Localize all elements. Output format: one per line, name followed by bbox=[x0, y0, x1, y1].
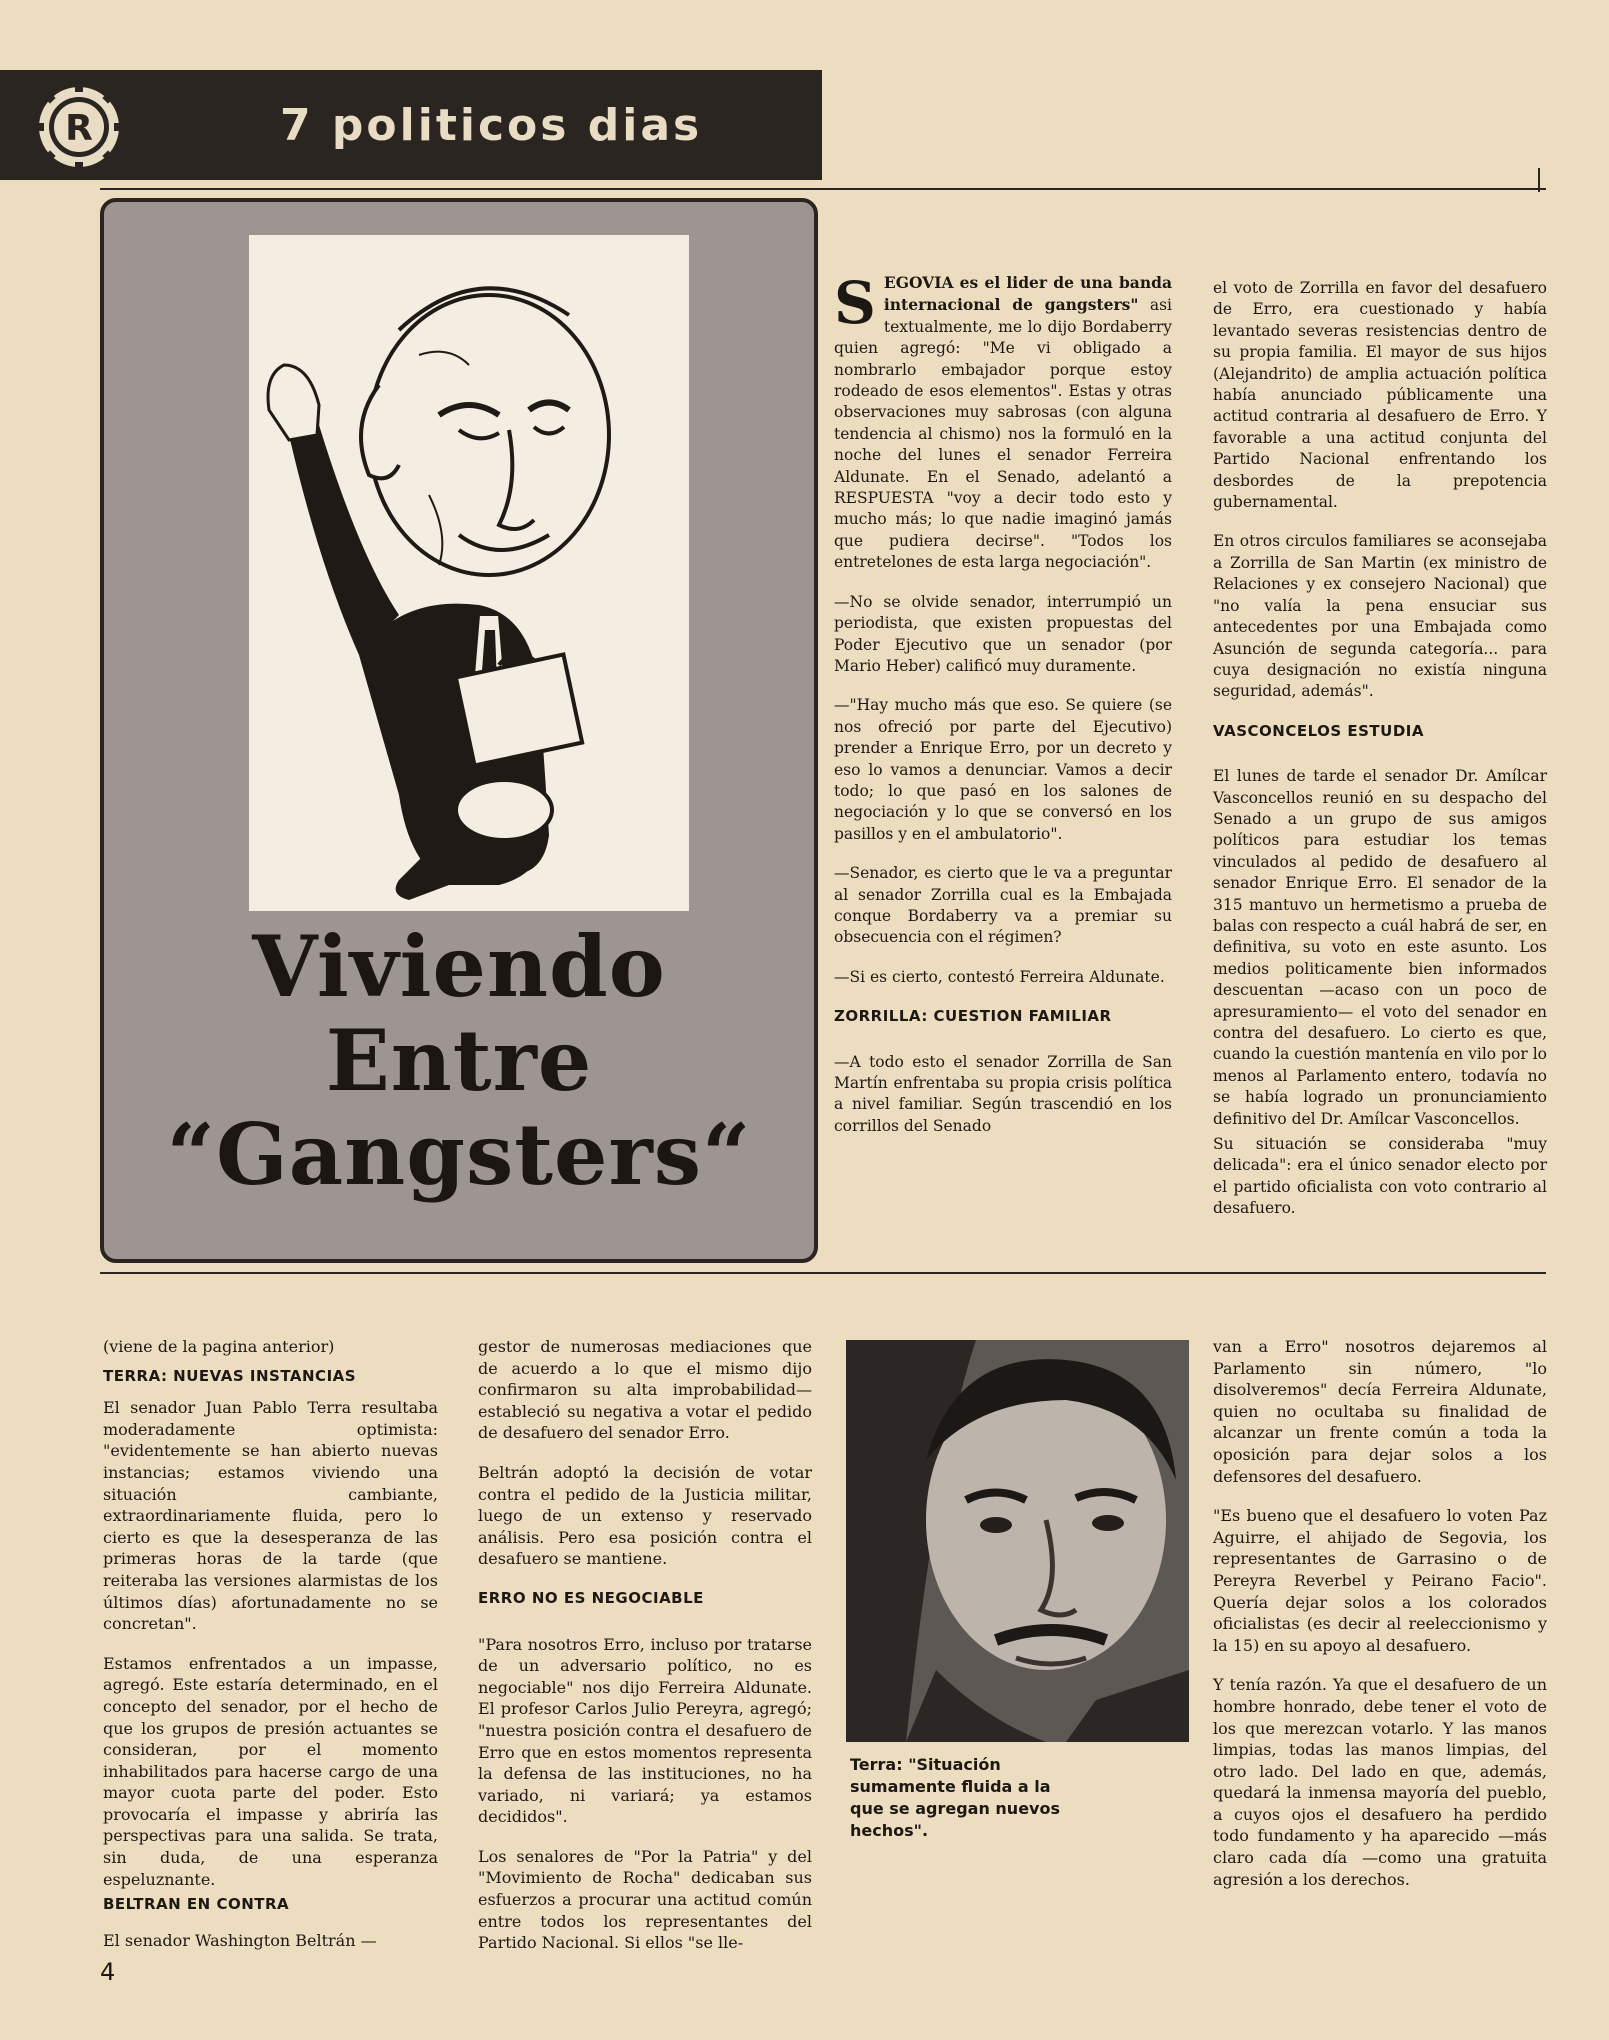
caricature-drawing bbox=[249, 235, 689, 911]
subheading: TERRA: NUEVAS INSTANCIAS bbox=[103, 1366, 357, 1385]
article-column-top-1 bbox=[834, 269, 1172, 1155]
paragraph: —A todo esto el senador Zorrilla de San Martín enfrentaba su propia crisis política a nivel familiar. Según trascendió en los corrillos del Senado bbox=[834, 1052, 1172, 1135]
top-rule bbox=[100, 188, 1546, 190]
subheading: ERRO NO ES NEGOCIABLE bbox=[478, 1588, 704, 1607]
paragraph: "Para nosotros Erro, incluso por tratarse de un adversario político, no es negociable" nos dijo Ferreira Aldunate. El profesor Carlos Julio Pereyra, agregó; "nuestra posición contra el desafuero de Erro que en estos momentos representa la defensa de las instituciones, no ha variado, ni variará; ya estamos decididos". bbox=[478, 1634, 812, 1827]
portrait-photo bbox=[846, 1340, 1189, 1742]
paragraph: —No se olvide senador, interrumpió un periodista, que existen propuestas del Poder Ejecutivo que un senador (por Mario Heber) calificó muy duramente. bbox=[834, 592, 1172, 675]
article-column-bottom-2 bbox=[478, 1336, 812, 1972]
article-column-bottom-3 bbox=[1213, 1336, 1547, 1908]
headline-line: Entre bbox=[325, 1011, 593, 1110]
paragraph: —"Hay mucho más que eso. Se quiere (se nos ofreció por parte del Ejecutivo) prender a Enrique Erro, por un decreto y eso lo vamos a denunciar. Vamos a decir todo; lo que pasó en los salones de negociación y lo que se conversó en los pasillos y en el ambulatorio". bbox=[834, 696, 1172, 843]
page-number: 4 bbox=[100, 1958, 116, 1986]
paragraph: —Senador, es cierto que le va a preguntar al senador Zorrilla cual es la Embajada conque Bordaberry va a premiar su obsecuencia con el régimen? bbox=[834, 864, 1172, 947]
paragraph: Beltrán adoptó la decisión de votar contra el pedido de la Justicia militar, luego de un extenso y reservado análisis. Pero esa posición contra el desafuero se mantiene. bbox=[478, 1462, 812, 1569]
lead-text: EGOVIA es el lider de una banda internacional de gangsters" bbox=[883, 273, 1172, 315]
kicker: (viene de la pagina anterior) bbox=[103, 1337, 335, 1356]
feature-headline bbox=[104, 917, 814, 1260]
paragraph: Su situación se consideraba "muy delicada": era el único senador electo por el partido oficialista con voto contrario al desafuero. bbox=[1213, 1135, 1547, 1218]
paragraph: "Es bueno que el desafuero lo voten Paz Aguirre, el ahijado de Segovia, los representantes de Garrasino o de Pereyra Reverbel y Peirano Facio". Quería dejar solos a los colorados oficialistas (es decir al reeleccionismo y la 15) en su apoyo al desafuero. bbox=[1213, 1506, 1547, 1655]
paragraph: —Si es cierto, contestó Ferreira Aldunate. bbox=[834, 967, 1165, 986]
paragraph: El senador Washington Beltrán — bbox=[103, 1930, 377, 1950]
logo-letter: R bbox=[65, 108, 93, 149]
subheading: VASCONCELOS ESTUDIA bbox=[1213, 721, 1424, 740]
paragraph: el voto de Zorrilla en favor del desafuero de Erro, era cuestionado y había levantado severas resistencias dentro de su propia familia. El mayor de sus hijos (Alejandrito) de amplia actuación política había anunciado públicamente una actitud contraria al desafuero de Erro. Y favorable a una actitud conjunta del Partido Nacional enfrentando los desbordes de la prepotencia gubernamental. bbox=[1213, 279, 1547, 512]
article-column-bottom-1 bbox=[103, 1336, 438, 1969]
rule-tick bbox=[1538, 168, 1540, 192]
paragraph: El lunes de tarde el senador Dr. Amílcar Vasconcellos reunió en su despacho del Senado a un grupo de sus amigos políticos para estudiar los temas vinculados al pedido de desafuero al senador Enrique Erro. El senador de la 315 mantuvo un hermetismo a prueba de balas con respecto a cuál habrá de ser, en definitiva, su voto en este asunto. Los medios politicamente bien informados descuentan —acaso con un poco de apresuramiento— el voto del senador en contra del desafuero. Lo cierto es que, cuando la cuestión mantenía en vilo por lo menos al Parlamento entero, todavía no se había logrado un pronunciamiento definitivo del Dr. Amílcar Vasconcellos. bbox=[1213, 767, 1547, 1128]
paragraph: Estamos enfrentados a un impasse, agregó. Este estaría determinado, en el concepto del senador, por el hecho de que los grupos de presión actuantes se consideran, por el momento inhabilitados para hacerse cargo de una mayor cuota parte del poder. Esto provocaría el impasse y abriría las perspectivas para una salida. Se trata, sin duda, de una esperanza espeluznante. bbox=[103, 1653, 438, 1889]
middle-rule bbox=[100, 1272, 1546, 1274]
headline-line: “Gangsters“ bbox=[166, 1105, 752, 1204]
paragraph: Los senalores de "Por la Patria" y del "Movimiento de Rocha" dedicaban sus esfuerzos a procurar una actitud común entre todos los representantes del Partido Nacional. Si ellos "se lle- bbox=[478, 1846, 812, 1953]
caricature-illustration bbox=[249, 235, 689, 911]
paragraph: gestor de numerosas mediaciones que de acuerdo a lo que el mismo dijo confirmaron su alta improbabilidad— estableció su negativa a votar el pedido de desafuero del senador Erro. bbox=[478, 1337, 812, 1443]
section-title: 7 politicos dias bbox=[280, 100, 703, 151]
paragraph: En otros circulos familiares se aconsejaba a Zorrilla de San Martin (ex ministro de Relaciones y ex consejero Nacional) que "no valía la pena ensuciar sus antecedentes por una Embajada como Asunción de segunda categoría... para cuya designación no existía ninguna seguridad, además". bbox=[1213, 532, 1547, 701]
paragraph: asi textualmente, me lo dijo Bordaberry quien agregó: "Me vi obligado a nombrarlo embajador porque estoy rodeado de esos elementos". Estas y otras observaciones muy sabrosas (con alguna tendencia al chismo) nos la formuló en la noche del lunes el senador Ferreira Aldunate. En el Senado, adelantó a RESPUESTA "voy a decir todo esto y mucho más; lo que nadie imaginó jamás que pudiera decirse". "Todos los entretelones de esta larga negociación". bbox=[834, 296, 1172, 572]
subheading: ZORRILLA: CUESTION FAMILIAR bbox=[834, 1007, 1112, 1026]
section-logo-icon bbox=[36, 84, 122, 170]
paragraph: El senador Juan Pablo Terra resultaba moderadamente optimista: "evidentemente se han abierto nuevas instancias; estamos viviendo una situación cambiante, extraordinariamente fluida, pero lo cierto es que la desesperanza de las primeras horas de la tarde (que reiteraba las versiones alarmistas de los últimos días) afortunadamente no se concretan". bbox=[103, 1398, 438, 1634]
drop-cap: S bbox=[834, 269, 876, 337]
article-column-top-2 bbox=[1213, 278, 1547, 1238]
portrait-photo-drawing bbox=[846, 1340, 1189, 1742]
paragraph: Y tenía razón. Ya que el desafuero de un hombre honrado, debe tener el voto de los que merezcan votarlo. Y las manos limpias, todas las manos limpias, del otro lado. Del lado en que, además, quedará la inmensa mayoría del pueblo, a cuyos ojos el desafuero ha perdido todo fundamento y ha aparecido —más claro cada día —como una gratuita agresión a los derechos. bbox=[1213, 1675, 1547, 1889]
paragraph: van a Erro" nosotros dejaremos al Parlamento sin número, "lo disolveremos" decía Ferreira Aldunate, quien no ocultaba su finalidad de alcanzar un frente común a toda la oposición para dejar solos a los defensores del desafuero. bbox=[1213, 1337, 1547, 1486]
headline-line: Viviendo bbox=[252, 917, 666, 1016]
photo-caption: Terra: "Situación sumamente fluida a la que se agregan nuevos hechos". bbox=[850, 1755, 1060, 1840]
subheading: BELTRAN EN CONTRA bbox=[103, 1895, 290, 1914]
